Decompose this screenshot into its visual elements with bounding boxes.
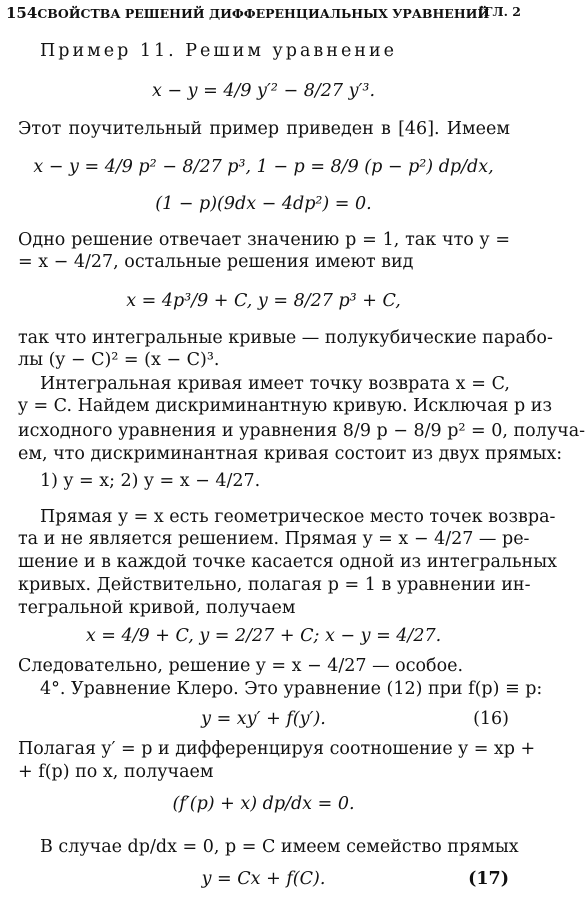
equation-number: (16) bbox=[473, 709, 509, 729]
equation-6: (f′(p) + x) dp/dx = 0. bbox=[172, 794, 355, 814]
header-title: СВОЙСТВА РЕШЕНИЙ ДИФФЕРЕНЦИАЛЬНЫХ УРАВНЕНИЙ bbox=[37, 6, 490, 21]
equation-4: x = 4p³/9 + C, y = 8/27 p³ + C, bbox=[126, 291, 401, 311]
text-line: исходного уравнения и уравнения 8/9 p − 8/9 p² = 0, получа- bbox=[18, 421, 585, 441]
text-line: лы (y − C)² = (x − C)³. bbox=[18, 350, 220, 370]
equation-5: x = 4/9 + C, y = 2/27 + C; x − y = 4/27. bbox=[85, 626, 442, 646]
equation-1: x − y = 4/9 y′² − 8/27 y′³. bbox=[151, 81, 376, 101]
text-line: Прямая y = x есть геометрическое место точек возвра- bbox=[40, 507, 556, 527]
chapter-ref: [ГЛ. 2 bbox=[478, 4, 521, 19]
equation-3: (1 − p)(9dx − 4dp²) = 0. bbox=[155, 194, 372, 214]
text-line: тегральной кривой, получаем bbox=[18, 598, 296, 618]
text-line: Следовательно, решение y = x − 4/27 — особое. bbox=[18, 656, 464, 676]
lines-list: 1) y = x; 2) y = x − 4/27. bbox=[40, 471, 261, 491]
equation-number: (17) bbox=[468, 869, 509, 889]
text-line: та и не является решением. Прямая y = x − 4/27 — ре- bbox=[18, 529, 530, 549]
running-header bbox=[6, 4, 521, 22]
equation-17: y = Cx + f(C). bbox=[201, 869, 326, 889]
text-line: Одно решение отвечает значению p = 1, так что y = bbox=[18, 230, 510, 250]
equation-2: x − y = 4/9 p² − 8/27 p³, 1 − p = 8/9 (p − p²) dp/dx, bbox=[33, 157, 494, 177]
text-line: Этот поучительный пример приведен в [46]. Имеем bbox=[18, 119, 510, 139]
text-line: + f(p) по x, получаем bbox=[18, 762, 214, 782]
example-heading: Пример 11. Решим уравнение bbox=[40, 41, 397, 61]
text-line: так что интегральные кривые — полукубические парабо- bbox=[18, 328, 553, 348]
text-line: Интегральная кривая имеет точку возврата x = C, bbox=[40, 374, 510, 394]
text-line: Полагая y′ = p и дифференцируя соотношение y = xp + bbox=[18, 739, 536, 759]
text-line: кривых. Действительно, полагая p = 1 в уравнении ин- bbox=[18, 575, 531, 595]
page-number: 154 bbox=[6, 4, 38, 22]
text-line: = x − 4/27, остальные решения имеют вид bbox=[18, 252, 414, 272]
equation-16: y = xy′ + f(y′). bbox=[201, 709, 326, 729]
text-line: шение и в каждой точке касается одной из интегральных bbox=[18, 552, 557, 572]
text-line: y = C. Найдем дискриминантную кривую. Исключая p из bbox=[18, 396, 552, 416]
text-line: ем, что дискриминантная кривая состоит из двух прямых: bbox=[18, 444, 563, 464]
section-heading: 4°. Уравнение Клеро. Это уравнение (12) при f(p) ≡ p: bbox=[40, 679, 543, 699]
text-line: В случае dp/dx = 0, p = C имеем семейство прямых bbox=[40, 837, 519, 857]
